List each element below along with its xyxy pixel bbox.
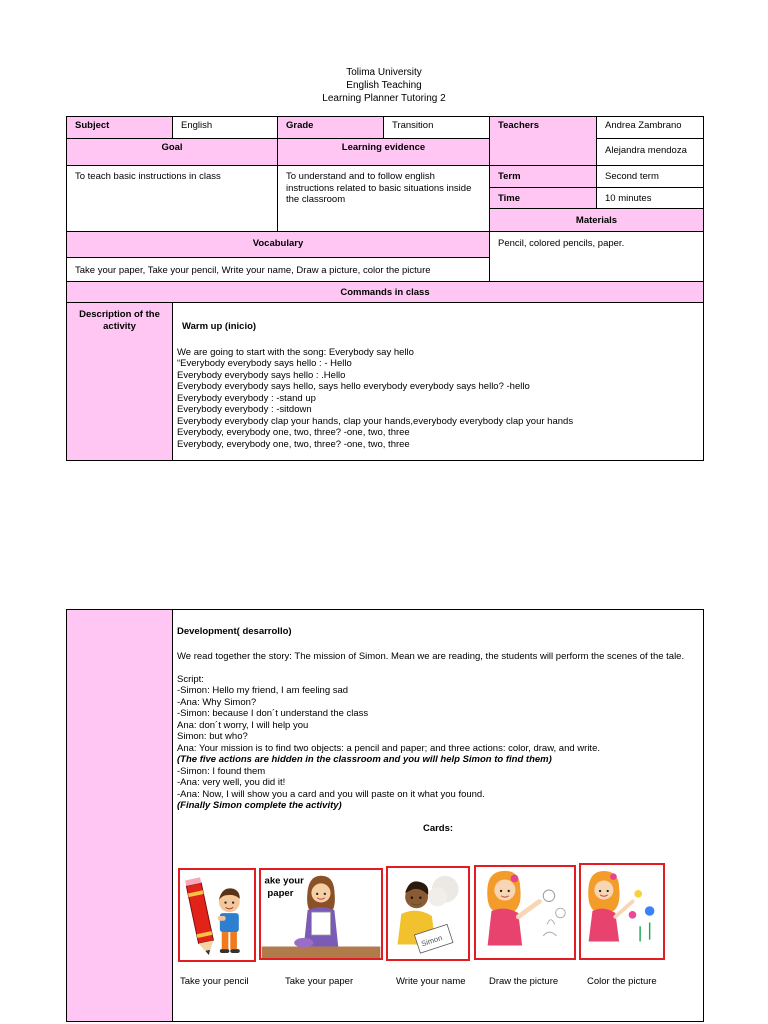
script-line: -Simon: Hello my friend, I am feeling sad [177,685,349,696]
script-line: -Simon: I found them [177,765,266,777]
card-paper-text-line2: paper [267,887,294,899]
subject-label: Subject [67,117,173,139]
warmup-title: Warm up (inicio) [182,321,257,332]
script-line: -Simon: because I don´t understand the class [177,708,369,719]
script-note: (The five actions are hidden in the classroom and you will help Simon to find them) [177,754,552,765]
song-lines [177,358,699,450]
teachers-label: Teachers [490,117,597,166]
card-name [386,866,470,961]
teacher-name-1: Andrea Zambrano [597,117,704,139]
teacher-name-2: Alejandra mendoza [597,139,704,166]
girl-coloring-icon [581,865,663,958]
script-line: Ana: don´t worry, I will help you [177,719,309,731]
script-line: -Ana: very well, you did it! [177,777,286,788]
card-color [579,863,665,960]
description-label: Description of the activity [67,303,173,461]
grade-value: Transition [384,117,490,139]
commands-label: Commands in class [67,282,704,303]
time-label: Time [490,188,597,209]
card-name-text: Simon [420,933,444,949]
materials-value: Pencil, colored pencils, paper. [490,232,704,282]
card-paper-text-line1: ake your [264,875,304,887]
development-intro: We read together the story: The mission of Simon. Mean we are reading, the students will perform the scenes of the tale. [177,650,685,662]
subject-value: English [173,117,278,139]
girl-drawing-icon [476,867,574,958]
card-caption: Color the picture [587,976,657,987]
script-label: Script: [177,673,204,685]
development-side-cell [67,610,173,1022]
song-line: Everybody everybody : -stand up [177,392,316,404]
song-line: “Everybody everybody says hello : - Hello [177,358,352,369]
boy-pencil-icon [180,870,254,960]
song-line: Everybody everybody clap your hands, clap your hands,everybody everybody clap your hands [177,415,574,427]
card-paper [259,868,383,960]
development-title: Development( desarrollo) [177,626,292,637]
planner-table [66,116,704,461]
materials-label: Materials [490,209,704,232]
script-lines [177,685,699,812]
cards-label: Cards: [422,822,454,834]
document-title: Learning Planner Tutoring 2 [322,93,446,104]
card-caption: Take your paper [285,976,354,987]
song-line: Everybody everybody : -sitdown [177,404,312,415]
card-caption: Draw the picture [489,976,559,987]
girl-paper-icon [261,870,381,958]
goal-label: Goal [67,139,278,166]
vocabulary-label: Vocabulary [67,232,490,258]
script-note-final: (Finally Simon complete the activity) [177,800,342,811]
card-caption: Write your name [396,976,466,987]
script-line: Ana: Your mission is to find two objects: a pencil and paper; and three actions: color, draw, and write. [177,742,600,754]
evidence-value: To understand and to follow english instructions related to basic situations inside the classroom [278,166,490,232]
term-value: Second term [597,166,704,188]
goal-value: To teach basic instructions in class [67,166,278,232]
development-table [66,609,704,1022]
grade-label: Grade [278,117,384,139]
program-name: English Teaching [346,80,422,91]
script-line: Simon: but who? [177,731,248,742]
vocabulary-value: Take your paper, Take your pencil, Write your name, Draw a picture, color the picture [67,258,490,282]
institution-name: Tolima University [346,67,422,78]
warmup-cell [173,303,704,461]
term-label: Term [490,166,597,188]
card-draw [474,865,576,960]
song-line: Everybody, everybody one, two, three? -one, two, three [177,427,410,438]
warmup-intro: We are going to start with the song: Everybody say hello [177,346,414,358]
song-line: Everybody, everybody one, two, three? -one, two, three [177,438,410,450]
time-value: 10 minutes [597,188,704,209]
song-line: Everybody everybody says hello : .Hello [177,369,346,381]
card-pencil [178,868,256,962]
evidence-label: Learning evidence [278,139,490,166]
song-line: Everybody everybody says hello, says hello everybody everybody says hello? -hello [177,381,530,392]
card-caption: Take your pencil [180,976,249,987]
boy-writing-icon [388,868,468,959]
script-line: -Ana: Now, I will show you a card and you will paste on it what you found. [177,788,485,800]
script-line: -Ana: Why Simon? [177,696,257,708]
